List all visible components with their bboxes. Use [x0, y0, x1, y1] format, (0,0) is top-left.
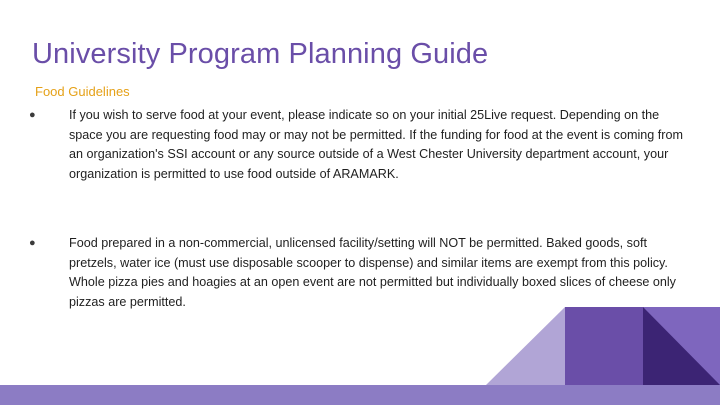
bullet-text: Food prepared in a non-commercial, unlicensed facility/setting will NOT be permitted. Baked goods, soft pretzels, water ice (must use disposable scooper to dispense) and similar items are exempt from this policy. Whole pizza pies and hoagies at an open event are not permitted but individually boxed slices of cheese only pizzas are permitted.	[69, 236, 676, 309]
bullet-dot-icon: ●	[29, 237, 36, 249]
section-subtitle: Food Guidelines	[35, 84, 130, 99]
bottom-bar	[0, 385, 720, 405]
bullet-text: If you wish to serve food at your event, please indicate so on your initial 25Live request. Depending on the space you are requesting food may or may not be permitted. If the funding for food at the event is coming from an organization's SSI account or any source outside of a West Chester University department account, your organization is permitted to use food outside of ARAMARK.	[69, 108, 683, 181]
page-title: University Program Planning Guide	[32, 38, 489, 70]
middle-square-shape	[565, 307, 643, 385]
bullet-dot-icon: ●	[29, 109, 36, 121]
light-triangle-shape	[486, 307, 565, 385]
